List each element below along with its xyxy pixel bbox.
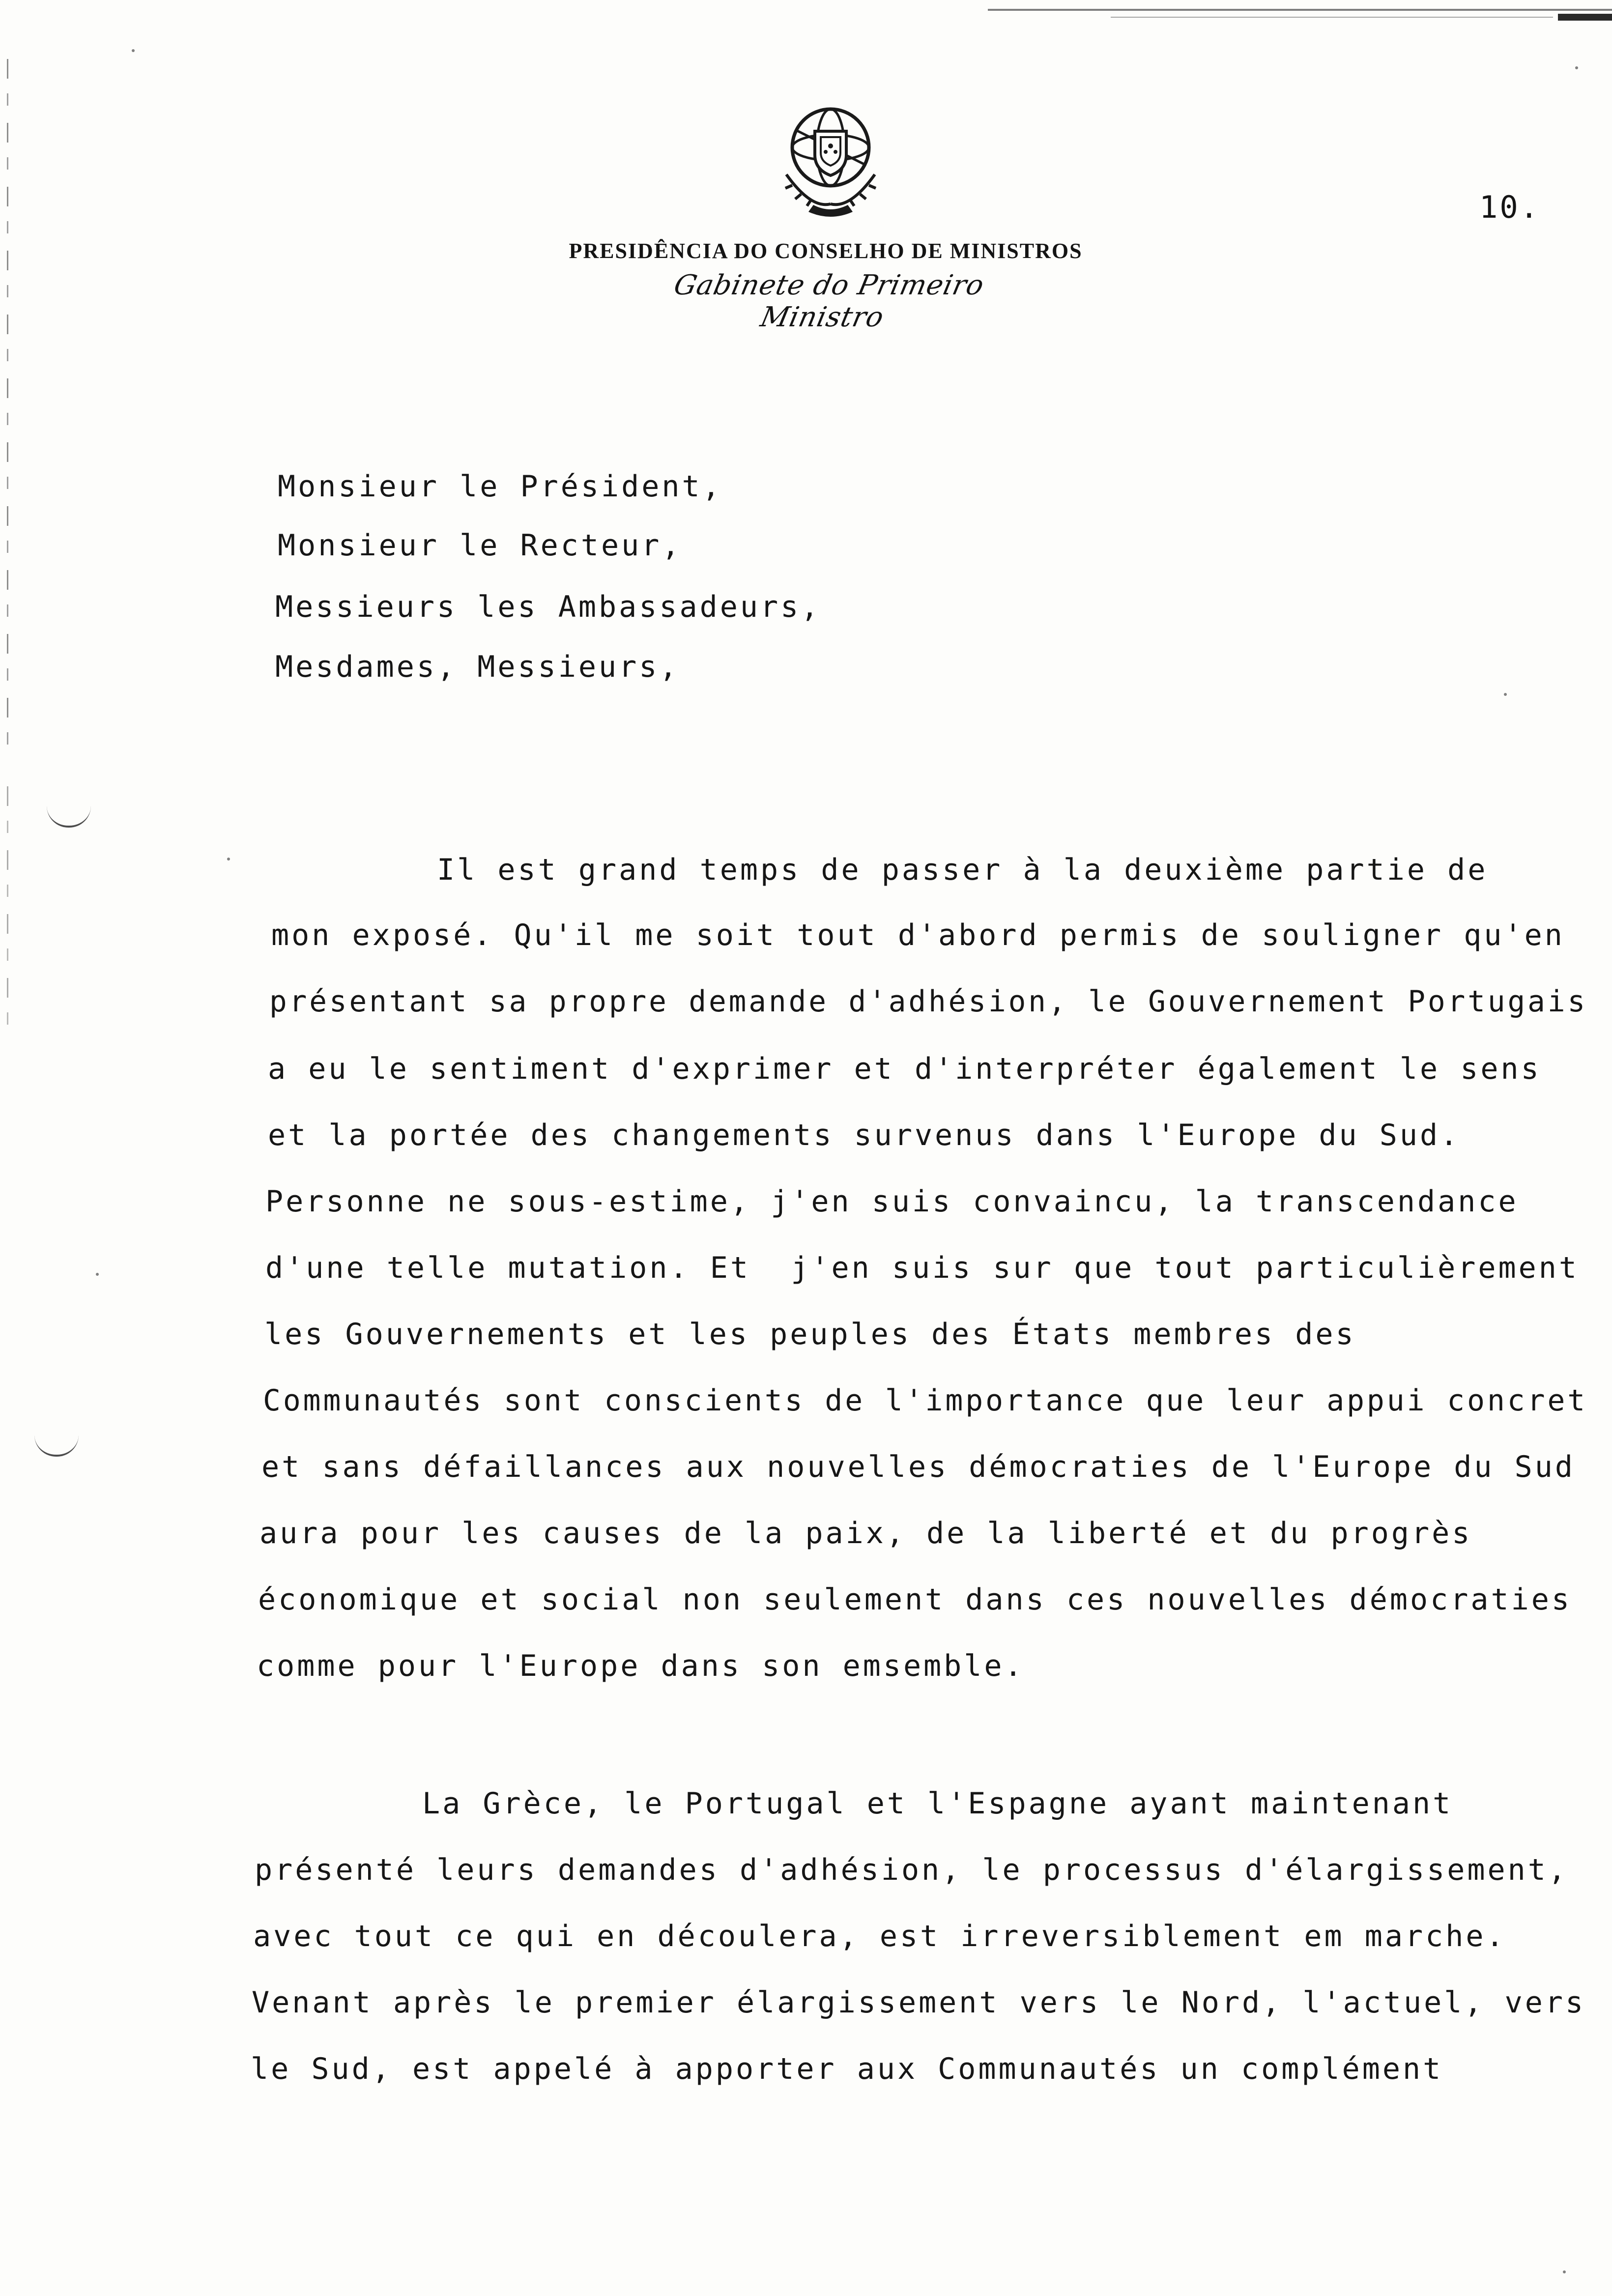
paragraph-2-line: Venant après le premier élargissement vers le Nord, l'actuel, vers: [252, 1985, 1586, 2020]
salutation-line: Mesdames, Messieurs,: [275, 650, 680, 684]
page-number: 10.: [1479, 189, 1540, 225]
scan-edge-mark: [1558, 14, 1612, 21]
paragraph-2-line: La Grèce, le Portugal et l'Espagne ayant maintenant: [260, 1786, 1453, 1821]
scan-speck: [96, 1273, 99, 1276]
office-title: PRESIDÊNCIA DO CONSELHO DE MINISTROS: [569, 239, 1083, 263]
scan-speck: [1563, 2270, 1566, 2273]
paragraph-1-line: et sans défaillances aux nouvelles démocraties de l'Europe du Sud: [261, 1450, 1575, 1484]
salutation-line: Monsieur le Recteur,: [278, 528, 682, 563]
paragraph-1-line: d'une telle mutation. Et j'en suis sur que tout particulièrement: [265, 1251, 1579, 1285]
paragraph-1-line: Communautés sont conscients de l'importance que leur appui concret: [263, 1383, 1588, 1418]
scan-speck: [227, 858, 230, 861]
binding-edge-marks: [7, 59, 8, 757]
paragraph-1-line: économique et social non seulement dans ces nouvelles démocraties: [258, 1582, 1572, 1617]
paragraph-1-line: comme pour l'Europe dans son emsemble.: [257, 1649, 1025, 1683]
paragraph-1-line: aura pour les causes de la paix, de la liberté et du progrès: [259, 1516, 1472, 1550]
scan-speck: [132, 49, 135, 52]
portuguese-coat-of-arms-icon: [767, 101, 894, 219]
paragraph-2-line: présenté leurs demandes d'adhésion, le processus d'élargissement,: [255, 1853, 1568, 1887]
office-subtitle: Gabinete do Primeiro Ministro: [671, 269, 987, 333]
paragraph-1-line: Il est grand temps de passer à la deuxième partie de: [275, 853, 1488, 887]
punch-hole-mark-lower: [34, 1435, 79, 1457]
paragraph-1-line: Personne ne sous-estime, j'en suis convaincu, la transcendance: [265, 1184, 1519, 1219]
paragraph-2-line: le Sud, est appelé à apporter aux Communautés un complément: [251, 2052, 1443, 2086]
scan-edge-line: [988, 9, 1612, 11]
scan-speck: [1575, 66, 1578, 69]
salutation-line: Monsieur le Président,: [278, 469, 722, 504]
scan-speck: [1504, 693, 1507, 696]
salutation-line: Messieurs les Ambassadeurs,: [275, 590, 821, 624]
paragraph-2-line: avec tout ce qui en découlera, est irreversiblement em marche.: [253, 1919, 1506, 1953]
paragraph-1-line: présentant sa propre demande d'adhésion, le Gouvernement Portugais: [269, 984, 1588, 1019]
scan-edge-line-thin: [1111, 17, 1553, 18]
paragraph-1-line: et la portée des changements survenus dans l'Europe du Sud.: [268, 1118, 1461, 1152]
binding-edge-marks-lower: [7, 786, 8, 1042]
paragraph-1-line: mon exposé. Qu'il me soit tout d'abord permis de souligner qu'en: [271, 918, 1565, 952]
paragraph-1-line: les Gouvernements et les peuples des États membres des: [264, 1317, 1356, 1351]
paragraph-1-line: a eu le sentiment d'exprimer et d'interpréter également le sens: [268, 1052, 1541, 1086]
punch-hole-mark-upper: [47, 806, 91, 828]
